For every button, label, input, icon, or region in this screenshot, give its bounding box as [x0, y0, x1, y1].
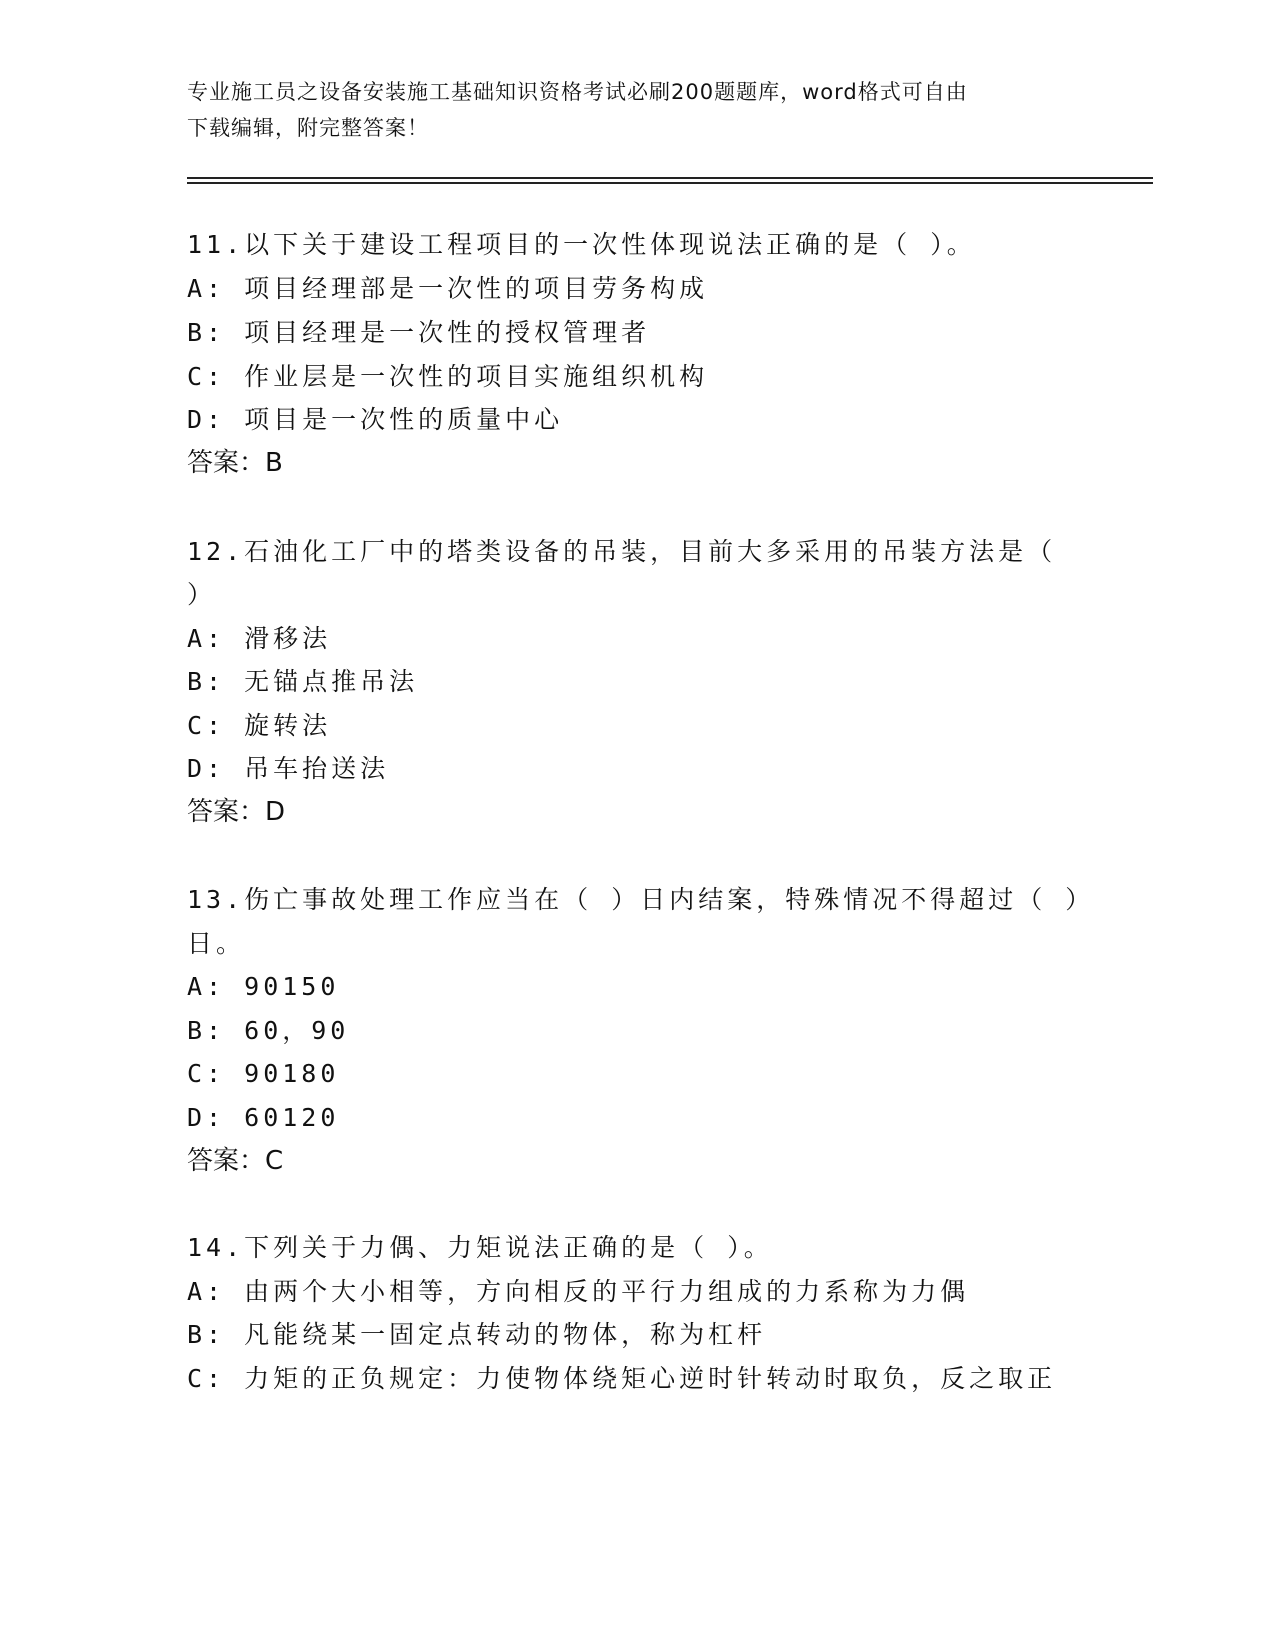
question-11-option-d: D: 项目是一次性的质量中心 [187, 405, 564, 434]
question-12-answer: 答案：D [187, 797, 286, 827]
header-divider-top [187, 177, 1153, 179]
question-13-option-c: C: 90180 [187, 1059, 340, 1088]
question-11-answer: 答案：B [187, 448, 283, 478]
question-11-option-b: B: 项目经理是一次性的授权管理者 [187, 318, 651, 347]
question-12-option-a: A: 滑移法 [187, 624, 332, 653]
question-13-option-d: D: 60120 [187, 1103, 340, 1132]
question-13-stem-continued: 日。 [187, 929, 246, 958]
document-header [187, 74, 1087, 146]
question-14-option-b: B: 凡能绕某一固定点转动的物体，称为杠杆 [187, 1320, 767, 1349]
question-13-option-b: B: 60，90 [187, 1016, 350, 1045]
header-line-1: 专业施工员之设备安装施工基础知识资格考试必刷200题题库，word格式可自由 [187, 80, 968, 104]
question-12-stem: 12.石油化工厂中的塔类设备的吊装，目前大多采用的吊装方法是（ [187, 537, 1057, 566]
question-14-option-a: A: 由两个大小相等，方向相反的平行力组成的力系称为力偶 [187, 1277, 970, 1306]
question-13-answer: 答案：C [187, 1146, 284, 1176]
question-12-option-c: C: 旋转法 [187, 711, 332, 740]
header-divider-bottom [187, 182, 1153, 184]
question-12-stem-continued: ） [187, 580, 217, 609]
question-14-option-c: C: 力矩的正负规定：力使物体绕矩心逆时针转动时取负，反之取正 [187, 1364, 1057, 1393]
question-11-stem: 11.以下关于建设工程项目的一次性体现说法正确的是（ ）。 [187, 230, 976, 259]
question-13-option-a: A: 90150 [187, 972, 340, 1001]
question-12-option-d: D: 吊车抬送法 [187, 754, 390, 783]
question-11-option-c: C: 作业层是一次性的项目实施组织机构 [187, 362, 709, 391]
question-12-option-b: B: 无锚点推吊法 [187, 667, 419, 696]
question-13-stem: 13.伤亡事故处理工作应当在（ ）日内结案，特殊情况不得超过（ ） [187, 885, 1095, 914]
header-line-2: 下载编辑，附完整答案！ [187, 116, 429, 140]
question-11-option-a: A: 项目经理部是一次性的项目劳务构成 [187, 274, 709, 303]
question-14-stem: 14.下列关于力偶、力矩说法正确的是（ ）。 [187, 1233, 773, 1262]
